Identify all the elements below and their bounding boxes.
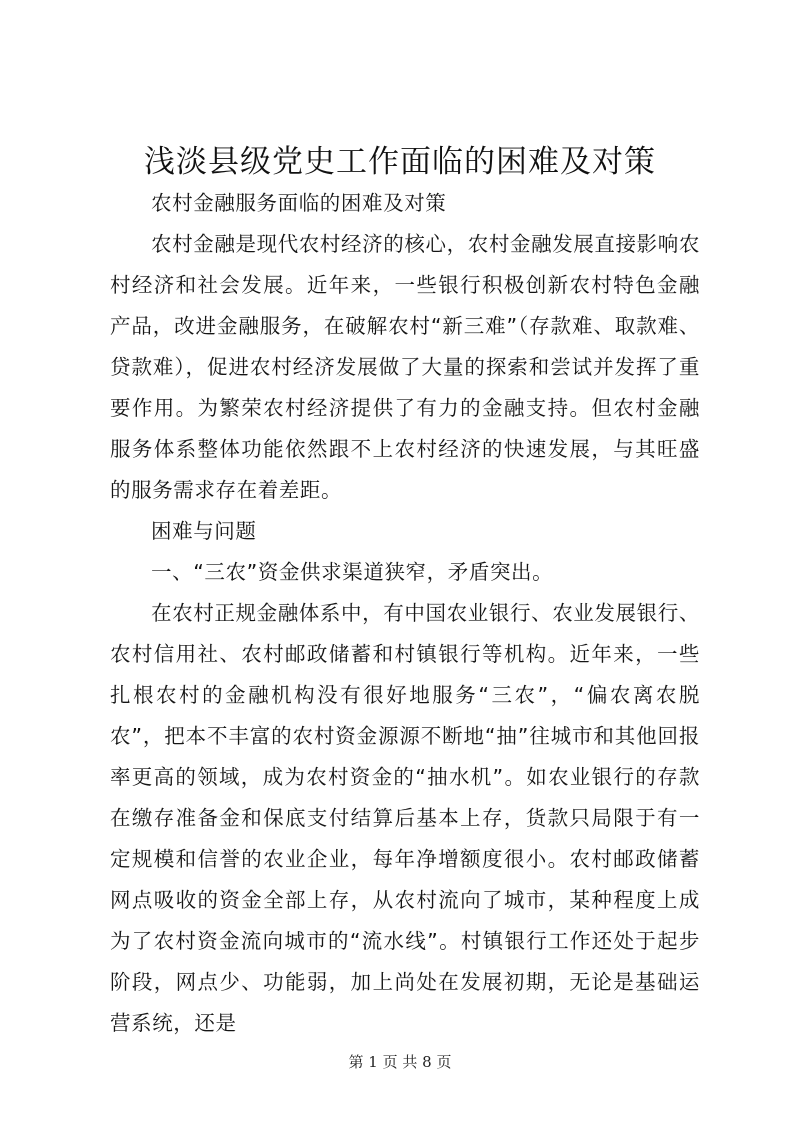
document-title: 浅淡县级党史工作面临的困难及对策 [144,144,656,180]
paragraph-section-heading: 困难与问题 [151,519,257,543]
page-footer: 第 1 页 共 8 页 [348,1053,452,1071]
paragraph-subtitle: 农村金融服务面临的困难及对策 [151,191,447,215]
document-body [110,183,700,1044]
paragraph-intro: 农村金融是现代农村经济的核心，农村金融发展直接影响农村经济和社会发展。近年来，一些银行积极创新农村特色金融产品，改进金融服务，在破解农村“新三难”（存款难、取款难、贷款难），促进农村经济发展做了大量的探索和尝试并发挥了重要作用。为繁荣农村经济提供了有力的金融支持。但农村金融服务体系整体功能依然跟不上农村经济的快速发展，与其旺盛的服务需求存在着差距。 [110,232,700,502]
paragraph-body: 在农村正规金融体系中，有中国农业银行、农业发展银行、农村信用社、农村邮政储蓄和村镇银行等机构。近年来，一些扎根农村的金融机构没有很好地服务“三农”，“偏农离农脱农”，把本不丰富的农村资金源源不断地“抽”往城市和其他回报率更高的领域，成为农村资金的“抽水机”。如农业银行的存款在缴存准备金和保底支付结算后基本上存，货款只局限于有一定规模和信誉的农业企业，每年净增额度很小。农村邮政储蓄网点吸收的资金全部上存，从农村流向了城市，某种程度上成为了农村资金流向城市的“流水线”。村镇银行工作还处于起步阶段，网点少、功能弱，加上尚处在发展初期，无论是基础运营系统，还是 [110,601,700,1035]
paragraph-point-one: 一、“三农”资金供求渠道狭窄，矛盾突出。 [151,560,554,584]
